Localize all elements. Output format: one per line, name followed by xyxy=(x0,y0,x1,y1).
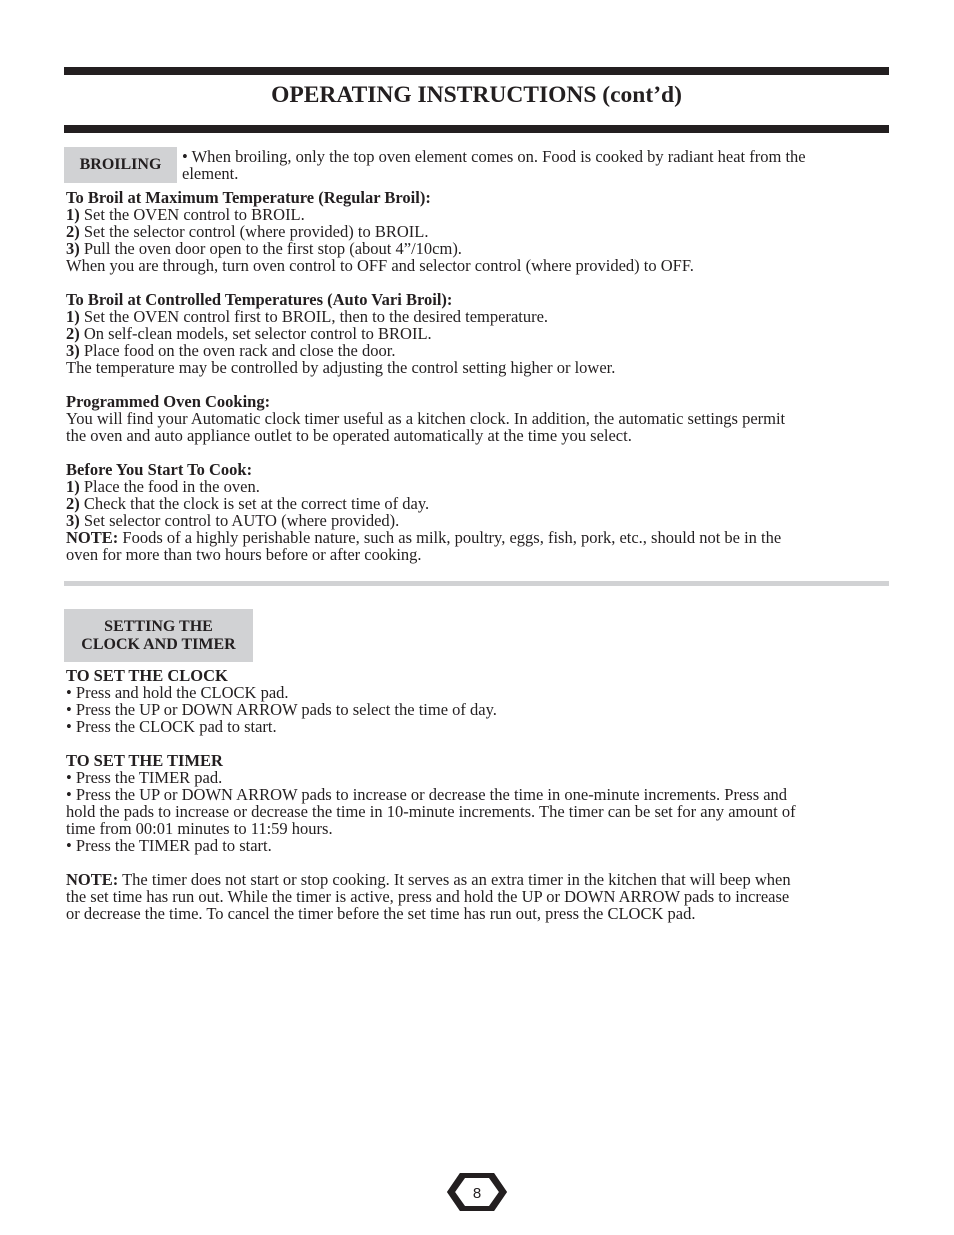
broiling-intro-line: • When broiling, only the top oven element comes on. Food is cooked by radiant heat from the xyxy=(182,147,806,166)
list-item: • Press and hold the CLOCK pad. xyxy=(66,683,289,702)
list-item: • Press the TIMER pad. xyxy=(66,768,223,787)
list-item: 3) Place food on the oven rack and close the door. xyxy=(66,341,396,360)
timer-note: NOTE: The timer does not start or stop cooking. It serves as an extra timer in the kitchen that will beep when xyxy=(66,870,791,889)
list-item: 2) On self-clean models, set selector control to BROIL. xyxy=(66,324,432,343)
page-number: 8 xyxy=(472,1185,482,1202)
top-rule xyxy=(64,67,889,75)
programmed-line: You will find your Automatic clock timer useful as a kitchen clock. In addition, the automatic settings permit xyxy=(66,409,786,428)
list-item: • Press the UP or DOWN ARROW pads to increase or decrease the time in one-minute increments. Press and xyxy=(66,785,788,804)
list-item: hold the pads to increase or decrease the time in 10-minute increments. The timer can be set for any amount of xyxy=(66,802,796,821)
broiling-intro-line-cont: element. xyxy=(182,164,239,183)
auto-broil-heading: To Broil at Controlled Temperatures (Auto Vari Broil): xyxy=(66,290,453,309)
set-timer-heading: TO SET THE TIMER xyxy=(66,751,223,770)
set-clock-heading: TO SET THE CLOCK xyxy=(66,666,228,685)
broiling-tag: BROILING xyxy=(64,147,177,183)
list-item: 2) Check that the clock is set at the correct time of day. xyxy=(66,494,430,513)
timer-note-line: or decrease the time. To cancel the timer before the set time has run out, press the CLOCK pad. xyxy=(66,904,696,923)
list-item: 1) Set the OVEN control to BROIL. xyxy=(66,205,305,224)
section-divider xyxy=(64,581,889,586)
broiling-body xyxy=(66,189,889,563)
list-item: 2) Set the selector control (where provided) to BROIL. xyxy=(66,222,429,241)
clock-body xyxy=(66,667,889,922)
auto-broil-after: The temperature may be controlled by adjusting the control setting higher or lower. xyxy=(66,358,616,377)
title-bottom-rule xyxy=(64,125,889,133)
list-item: • Press the UP or DOWN ARROW pads to select the time of day. xyxy=(66,700,497,719)
clock-tag-line: CLOCK AND TIMER xyxy=(81,635,236,653)
page-number-badge xyxy=(446,1172,508,1212)
clock-tag-line: SETTING THE xyxy=(104,617,213,635)
list-item: • Press the CLOCK pad to start. xyxy=(66,717,277,736)
list-item: time from 00:01 minutes to 11:59 hours. xyxy=(66,819,333,838)
list-item: 1) Place the food in the oven. xyxy=(66,477,260,496)
before-cook-heading: Before You Start To Cook: xyxy=(66,460,253,479)
list-item: 3) Set selector control to AUTO (where provided). xyxy=(66,511,400,530)
before-cook-note: NOTE: Foods of a highly perishable nature, such as milk, poultry, eggs, fish, pork, etc., should not be in the xyxy=(66,528,782,547)
before-cook-note-cont: oven for more than two hours before or after cooking. xyxy=(66,545,422,564)
clock-timer-tag xyxy=(64,609,253,662)
regular-broil-after: When you are through, turn oven control to OFF and selector control (where provided) to OFF. xyxy=(66,256,694,275)
timer-note-line: the set time has run out. While the timer is active, press and hold the UP or DOWN ARROW pads to increase xyxy=(66,887,790,906)
programmed-line: the oven and auto appliance outlet to be operated automatically at the time you select. xyxy=(66,426,632,445)
list-item: 1) Set the OVEN control first to BROIL, then to the desired temperature. xyxy=(66,307,549,326)
broiling-intro xyxy=(182,148,889,182)
programmed-heading: Programmed Oven Cooking: xyxy=(66,392,271,411)
page-title: OPERATING INSTRUCTIONS (cont’d) xyxy=(271,82,682,108)
regular-broil-heading: To Broil at Maximum Temperature (Regular Broil): xyxy=(66,188,431,207)
list-item: • Press the TIMER pad to start. xyxy=(66,836,272,855)
list-item: 3) Pull the oven door open to the first stop (about 4”/10cm). xyxy=(66,239,462,258)
